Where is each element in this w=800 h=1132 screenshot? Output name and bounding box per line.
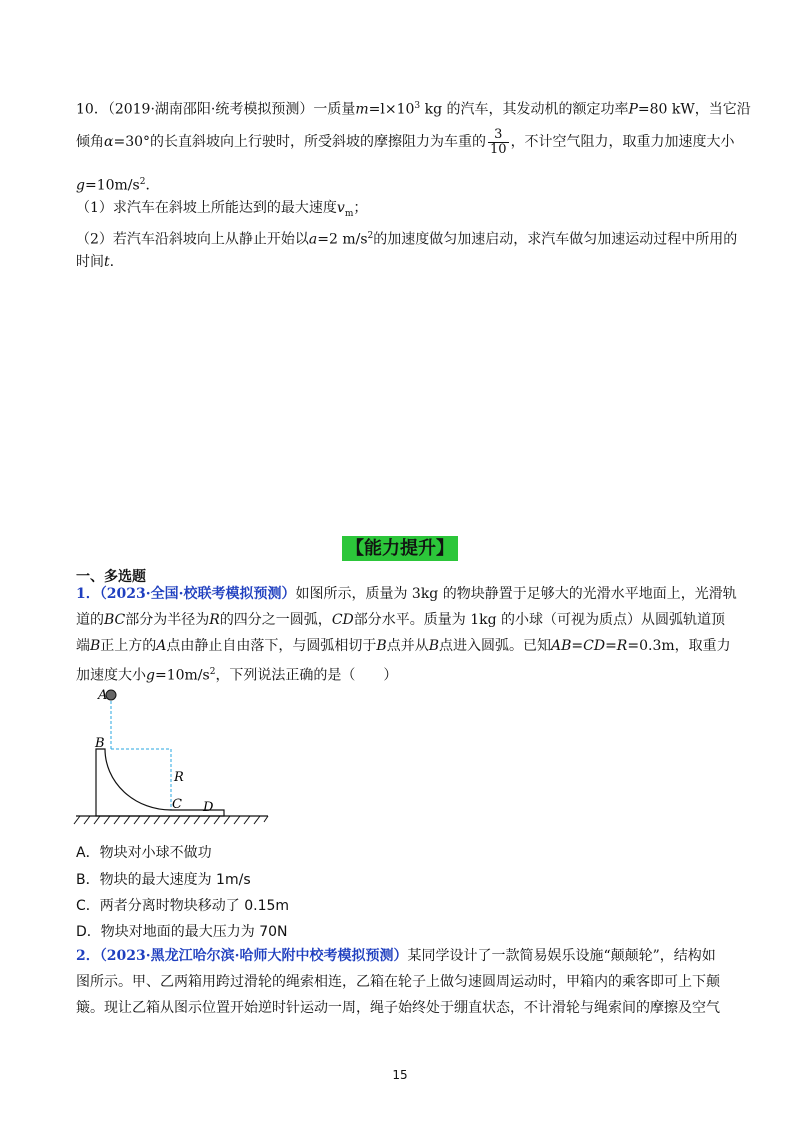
q1-option-c: C．两者分离时物块移动了 0.15m: [76, 898, 290, 914]
q10-sup: 2: [139, 177, 146, 187]
q10-text: 倾角: [76, 134, 104, 150]
q10-text: ，不计空气阻力，取重力加速度大小: [510, 134, 735, 150]
q10-var-alpha: α: [104, 134, 114, 150]
q1-text: =10m/s: [154, 667, 210, 684]
q2-source: （2023·黑龙江哈尔滨·哈师大附中校考模拟预测）: [99, 948, 408, 964]
q10-fraction: [488, 128, 509, 157]
q1-var: CD: [331, 612, 354, 628]
q1-text: 部分为半径为: [125, 612, 210, 628]
q1-var: AB=CD=R: [551, 638, 628, 654]
q1-number: 1．: [76, 586, 100, 602]
q10-line-5: [76, 226, 737, 250]
q10-text: =l×10: [368, 101, 415, 118]
q10-line-4: [76, 198, 367, 224]
fraction-denominator: 10: [490, 141, 507, 157]
label-R: R: [174, 770, 184, 785]
q1-var: B: [376, 638, 387, 654]
q10-line-1: [76, 96, 751, 120]
fraction-numerator: 3: [488, 128, 509, 143]
q2-line-3: 簸。现让乙箱从图示位置开始逆时针运动一周，绳子始终处于绷直状态，不计滑轮与绳索间的摩擦及空气: [76, 1000, 720, 1016]
q10-text: =2 m/s: [317, 231, 368, 248]
q10-text: =30°的长直斜坡向上行驶时，所受斜坡的摩擦阻力为车重的: [113, 134, 487, 150]
q2-line-2: 图所示。甲、乙两箱用跨过滑轮的绳索相连，乙箱在轮子上做匀速圆周运动时，甲箱内的乘客即可上下颠: [76, 974, 720, 990]
ball-icon: [106, 690, 116, 700]
q1-var: BC: [104, 612, 126, 628]
q1-option-d: D．物块对地面的最大压力为 70N: [76, 924, 288, 940]
q10-text: ．: [145, 177, 160, 194]
label-A: A: [98, 688, 108, 703]
q10-sub: m: [344, 208, 354, 219]
q10-number: 10．: [76, 101, 108, 118]
q10-text: =10m/s: [84, 177, 140, 194]
q1-source: （2023·全国·校联考模拟预测）: [99, 586, 296, 602]
q1-var: R: [209, 612, 220, 628]
q1-text: =0.3m，取重力: [627, 638, 731, 654]
q10-text: 的加速度做匀加速启动，求汽车做匀加速运动过程中所用的: [373, 231, 738, 248]
q1-option-a: A．物块对小球不做功: [76, 845, 212, 861]
q1-line-4: [76, 662, 397, 686]
q1-text: 点进入圆弧。已知: [439, 638, 552, 654]
page-number: 15: [392, 1068, 408, 1082]
q1-text: 道的: [76, 612, 104, 628]
section-heading: 一、多选题: [76, 569, 146, 585]
q1-line-2: [76, 610, 725, 630]
q10-text: =80 kW，当它沿: [637, 101, 751, 118]
q10-var-m: m: [355, 101, 369, 118]
section-title: [0, 534, 800, 560]
q10-text: ；: [353, 200, 368, 216]
q1-text: 端: [76, 638, 90, 654]
q10-var-t: t: [104, 254, 110, 270]
q10-line-6: [76, 252, 114, 272]
ground-hatch: [74, 816, 268, 824]
q1-option-b: B．物块的最大速度为 1m/s: [76, 872, 251, 888]
q1-line-3: [76, 636, 731, 656]
q1-text: 点并从: [386, 638, 429, 654]
q10-text: 时间: [76, 254, 104, 270]
q10-var-v: v: [336, 200, 345, 216]
section-title-text: 【能力提升】: [342, 536, 458, 561]
q10-var-P: P: [628, 101, 638, 118]
q1-var: g: [146, 667, 155, 684]
q1-text: 部分水平。质量为 1kg 的小球（可视为质点）从圆弧轨道顶: [353, 612, 726, 628]
q1-line-1: [76, 584, 737, 604]
q2-text: 某同学设计了一款简易娱乐设施“颠颠轮”，结构如: [407, 948, 716, 964]
q1-text: 正上方的: [100, 638, 157, 654]
q1-text: 如图所示，质量为 3kg 的物块静置于足够大的光滑水平地面上，光滑轨: [295, 586, 737, 602]
q1-var: B: [90, 638, 101, 654]
q10-line-2: [76, 124, 735, 160]
q2-line-1: [76, 946, 716, 966]
q10-sup: 2: [367, 231, 374, 241]
q10-text: 一质量: [313, 101, 356, 118]
q10-sup: 3: [414, 101, 421, 111]
q1-var: B: [428, 638, 440, 654]
label-D: D: [203, 800, 214, 815]
q10-text: .: [109, 254, 115, 270]
q2-number: 2．: [76, 948, 100, 964]
q10-var-g: g: [76, 177, 85, 194]
label-C: C: [172, 797, 182, 812]
q1-text: 点由静止自由落下，与圆弧相切于: [166, 638, 377, 654]
q1-sup: 2: [209, 667, 216, 677]
q1-var: A: [156, 638, 167, 654]
q10-source: （2019·湖南邵阳·统考模拟预测）: [107, 101, 314, 118]
q1-text: 的四分之一圆弧，: [219, 612, 332, 628]
q1-text: 加速度大小: [76, 667, 146, 684]
q10-line-3: [76, 172, 159, 196]
q10-var-a: a: [308, 231, 318, 248]
label-B: B: [95, 736, 105, 751]
q1-text: ，下列说法正确的是（ ）: [215, 667, 398, 684]
q1-figure: [70, 684, 280, 834]
q10-text: kg 的汽车，其发动机的额定功率: [420, 101, 629, 118]
q10-text: （1）求汽车在斜坡上所能达到的最大速度: [76, 200, 337, 216]
q10-text: （2）若汽车沿斜坡向上从静止开始以: [76, 231, 309, 248]
